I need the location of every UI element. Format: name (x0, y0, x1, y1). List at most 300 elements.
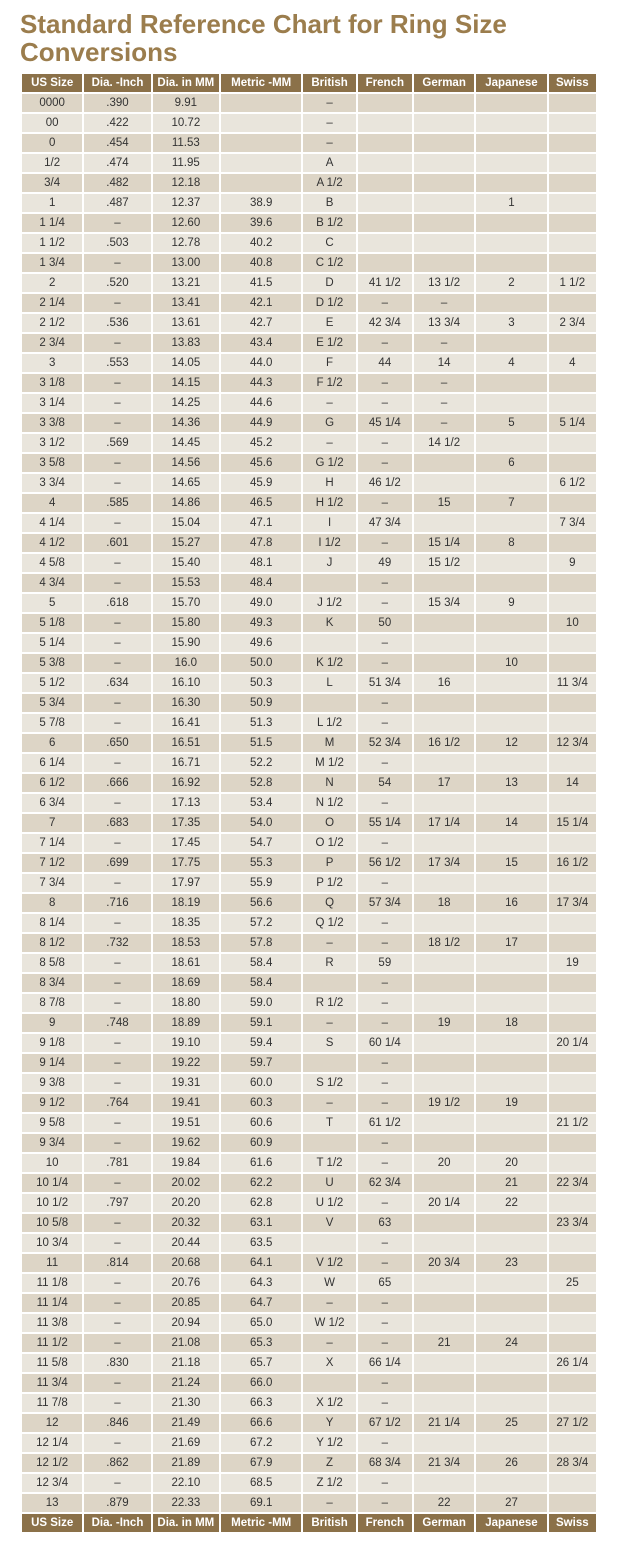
cell-french (358, 214, 412, 234)
cell-japanese: 1 (476, 194, 546, 214)
cell-metric-mm: 55.3 (221, 854, 301, 874)
table-row (22, 274, 596, 294)
cell-japanese: 10 (476, 654, 546, 674)
cell-french: 61 1/2 (358, 1114, 412, 1134)
cell-dia-inch: .503 (84, 234, 150, 254)
cell-japanese: 13 (476, 774, 546, 794)
cell-french: 47 3/4 (358, 514, 412, 534)
cell-german: 13 1/2 (414, 274, 474, 294)
cell-swiss (549, 134, 596, 154)
cell-dia-mm: 20.44 (153, 1234, 219, 1254)
cell-japanese (476, 214, 546, 234)
cell-metric-mm: 44.6 (221, 394, 301, 414)
cell-british: J 1/2 (303, 594, 355, 614)
cell-metric-mm: 50.0 (221, 654, 301, 674)
cell-french: 66 1/4 (358, 1354, 412, 1374)
cell-british: E 1/2 (303, 334, 355, 354)
cell-dia-inch: – (84, 554, 150, 574)
cell-dia-mm: 20.76 (153, 1274, 219, 1294)
cell-dia-mm: 14.65 (153, 474, 219, 494)
cell-dia-mm: 11.53 (153, 134, 219, 154)
cell-french: – (358, 794, 412, 814)
cell-japanese (476, 554, 546, 574)
table-row (22, 114, 596, 134)
cell-metric-mm: 69.1 (221, 1494, 301, 1514)
cell-swiss: 6 1/2 (549, 474, 596, 494)
cell-british: I (303, 514, 355, 534)
cell-french: – (358, 634, 412, 654)
cell-german (414, 1134, 474, 1154)
cell-us-size: 6 3/4 (22, 794, 82, 814)
cell-british: T (303, 1114, 355, 1134)
column-footer-metric-mm: Metric -MM (221, 1514, 301, 1534)
cell-german: 18 1/2 (414, 934, 474, 954)
cell-dia-inch: – (84, 634, 150, 654)
table-row (22, 934, 596, 954)
cell-metric-mm: 54.7 (221, 834, 301, 854)
cell-german (414, 1294, 474, 1314)
cell-dia-mm: 15.70 (153, 594, 219, 614)
table-row (22, 354, 596, 374)
column-header-dia-mm: Dia. in MM (153, 74, 219, 94)
cell-dia-mm: 18.61 (153, 954, 219, 974)
cell-metric-mm: 44.9 (221, 414, 301, 434)
cell-german: 17 (414, 774, 474, 794)
cell-us-size: 6 (22, 734, 82, 754)
cell-british: – (303, 1014, 355, 1034)
cell-japanese (476, 1114, 546, 1134)
cell-french: 60 1/4 (358, 1034, 412, 1054)
cell-metric-mm: 40.2 (221, 234, 301, 254)
table-row (22, 134, 596, 154)
table-row (22, 1194, 596, 1214)
cell-dia-inch: – (84, 1214, 150, 1234)
cell-japanese (476, 1134, 546, 1154)
cell-metric-mm: 60.3 (221, 1094, 301, 1114)
cell-metric-mm (221, 174, 301, 194)
cell-dia-mm: 16.71 (153, 754, 219, 774)
cell-japanese: 25 (476, 1414, 546, 1434)
table-row (22, 754, 596, 774)
cell-british: R 1/2 (303, 994, 355, 1014)
cell-metric-mm: 45.6 (221, 454, 301, 474)
cell-dia-mm: 21.49 (153, 1414, 219, 1434)
cell-dia-mm: 12.18 (153, 174, 219, 194)
cell-japanese (476, 754, 546, 774)
cell-german: 16 1/2 (414, 734, 474, 754)
cell-british: T 1/2 (303, 1154, 355, 1174)
cell-metric-mm: 64.7 (221, 1294, 301, 1314)
cell-swiss (549, 94, 596, 114)
cell-swiss (549, 934, 596, 954)
cell-french: – (358, 434, 412, 454)
cell-german (414, 1034, 474, 1054)
cell-dia-mm: 15.27 (153, 534, 219, 554)
cell-us-size: 2 (22, 274, 82, 294)
cell-metric-mm: 42.7 (221, 314, 301, 334)
cell-british: Y (303, 1414, 355, 1434)
cell-swiss (549, 494, 596, 514)
table-row (22, 194, 596, 214)
cell-dia-mm: 16.10 (153, 674, 219, 694)
cell-french: – (358, 374, 412, 394)
cell-british: – (303, 134, 355, 154)
cell-swiss (549, 874, 596, 894)
cell-metric-mm: 50.9 (221, 694, 301, 714)
cell-german (414, 1234, 474, 1254)
cell-french: 50 (358, 614, 412, 634)
table-row (22, 594, 596, 614)
table-row (22, 1274, 596, 1294)
table-row (22, 334, 596, 354)
cell-dia-mm: 16.92 (153, 774, 219, 794)
cell-japanese (476, 1034, 546, 1054)
table-row (22, 814, 596, 834)
table-row (22, 1114, 596, 1134)
column-footer-japanese: Japanese (476, 1514, 546, 1534)
cell-dia-inch: – (84, 454, 150, 474)
cell-german: 13 3/4 (414, 314, 474, 334)
cell-swiss: 12 3/4 (549, 734, 596, 754)
cell-german (414, 1374, 474, 1394)
cell-dia-inch: .536 (84, 314, 150, 334)
cell-dia-mm: 12.60 (153, 214, 219, 234)
table-row (22, 694, 596, 714)
table-row (22, 174, 596, 194)
cell-german (414, 614, 474, 634)
cell-german (414, 1474, 474, 1494)
column-footer-us-size: US Size (22, 1514, 82, 1534)
cell-us-size: 4 (22, 494, 82, 514)
cell-german (414, 1394, 474, 1414)
cell-japanese (476, 154, 546, 174)
cell-british: – (303, 394, 355, 414)
cell-french: – (358, 394, 412, 414)
cell-swiss (549, 1294, 596, 1314)
cell-japanese: 24 (476, 1334, 546, 1354)
cell-japanese (476, 1474, 546, 1494)
cell-british: S 1/2 (303, 1074, 355, 1094)
cell-dia-mm: 16.30 (153, 694, 219, 714)
cell-japanese (476, 874, 546, 894)
table-row (22, 634, 596, 654)
cell-metric-mm: 66.3 (221, 1394, 301, 1414)
table-row (22, 534, 596, 554)
cell-japanese (476, 1274, 546, 1294)
cell-swiss: 28 3/4 (549, 1454, 596, 1474)
cell-metric-mm: 47.8 (221, 534, 301, 554)
cell-german: 20 (414, 1154, 474, 1174)
cell-french (358, 134, 412, 154)
table-row (22, 774, 596, 794)
cell-dia-mm: 20.85 (153, 1294, 219, 1314)
table-row (22, 1294, 596, 1314)
cell-metric-mm: 40.8 (221, 254, 301, 274)
cell-japanese: 6 (476, 454, 546, 474)
table-row (22, 94, 596, 114)
cell-us-size: 10 (22, 1154, 82, 1174)
column-header-japanese: Japanese (476, 74, 546, 94)
cell-us-size: 1 3/4 (22, 254, 82, 274)
cell-metric-mm: 46.5 (221, 494, 301, 514)
cell-dia-inch: – (84, 214, 150, 234)
cell-metric-mm: 51.3 (221, 714, 301, 734)
cell-japanese (476, 1394, 546, 1414)
table-row (22, 1354, 596, 1374)
cell-swiss (549, 194, 596, 214)
cell-dia-mm: 16.0 (153, 654, 219, 674)
cell-metric-mm (221, 94, 301, 114)
cell-japanese (476, 1214, 546, 1234)
cell-dia-inch: .732 (84, 934, 150, 954)
table-row (22, 1014, 596, 1034)
column-footer-dia-mm: Dia. in MM (153, 1514, 219, 1534)
cell-us-size: 11 7/8 (22, 1394, 82, 1414)
table-row (22, 1154, 596, 1174)
cell-japanese (476, 94, 546, 114)
cell-swiss: 7 3/4 (549, 514, 596, 534)
cell-dia-mm: 10.72 (153, 114, 219, 134)
table-row (22, 1234, 596, 1254)
cell-dia-inch: – (84, 1114, 150, 1134)
cell-swiss: 26 1/4 (549, 1354, 596, 1374)
cell-swiss (549, 1194, 596, 1214)
cell-dia-inch: .422 (84, 114, 150, 134)
cell-german (414, 174, 474, 194)
cell-metric-mm: 49.3 (221, 614, 301, 634)
cell-us-size: 8 1/4 (22, 914, 82, 934)
cell-metric-mm: 58.4 (221, 974, 301, 994)
cell-us-size: 7 (22, 814, 82, 834)
cell-dia-inch: .569 (84, 434, 150, 454)
cell-swiss (549, 1254, 596, 1274)
cell-dia-inch: .716 (84, 894, 150, 914)
cell-german: 15 1/2 (414, 554, 474, 574)
cell-dia-mm: 19.10 (153, 1034, 219, 1054)
cell-dia-mm: 13.00 (153, 254, 219, 274)
cell-metric-mm: 47.1 (221, 514, 301, 534)
cell-japanese: 26 (476, 1454, 546, 1474)
cell-french: – (358, 1294, 412, 1314)
cell-us-size: 6 1/4 (22, 754, 82, 774)
cell-swiss (549, 174, 596, 194)
cell-dia-mm: 20.68 (153, 1254, 219, 1274)
cell-dia-inch: – (84, 574, 150, 594)
cell-us-size: 3 3/8 (22, 414, 82, 434)
cell-french: – (358, 454, 412, 474)
cell-swiss: 2 3/4 (549, 314, 596, 334)
cell-japanese: 16 (476, 894, 546, 914)
cell-french: – (358, 1054, 412, 1074)
cell-british: B 1/2 (303, 214, 355, 234)
cell-french: – (358, 1374, 412, 1394)
table-row (22, 1434, 596, 1454)
table-row (22, 1474, 596, 1494)
cell-german: 14 (414, 354, 474, 374)
cell-us-size: 4 3/4 (22, 574, 82, 594)
cell-japanese (476, 914, 546, 934)
cell-us-size: 5 1/8 (22, 614, 82, 634)
cell-japanese: 21 (476, 1174, 546, 1194)
cell-dia-inch: .634 (84, 674, 150, 694)
cell-us-size: 8 1/2 (22, 934, 82, 954)
cell-french (358, 174, 412, 194)
cell-japanese (476, 1314, 546, 1334)
cell-metric-mm: 57.2 (221, 914, 301, 934)
cell-us-size: 5 7/8 (22, 714, 82, 734)
cell-metric-mm (221, 114, 301, 134)
cell-french (358, 234, 412, 254)
cell-french: – (358, 654, 412, 674)
cell-dia-inch: – (84, 1314, 150, 1334)
cell-japanese (476, 674, 546, 694)
cell-dia-inch: .390 (84, 94, 150, 114)
cell-dia-inch: .814 (84, 1254, 150, 1274)
cell-us-size: 3 1/2 (22, 434, 82, 454)
cell-swiss (549, 254, 596, 274)
cell-dia-mm: 20.94 (153, 1314, 219, 1334)
cell-japanese (476, 434, 546, 454)
table-row (22, 214, 596, 234)
cell-swiss (549, 1014, 596, 1034)
cell-us-size: 2 1/2 (22, 314, 82, 334)
cell-us-size: 3 5/8 (22, 454, 82, 474)
cell-dia-mm: 21.24 (153, 1374, 219, 1394)
cell-french: – (358, 714, 412, 734)
cell-dia-inch: .846 (84, 1414, 150, 1434)
cell-german: 17 3/4 (414, 854, 474, 874)
cell-us-size: 11 1/4 (22, 1294, 82, 1314)
cell-dia-mm: 19.51 (153, 1114, 219, 1134)
cell-british: R (303, 954, 355, 974)
cell-british: I 1/2 (303, 534, 355, 554)
cell-us-size: 10 1/4 (22, 1174, 82, 1194)
cell-dia-inch: – (84, 514, 150, 534)
cell-japanese: 8 (476, 534, 546, 554)
cell-dia-inch: .879 (84, 1494, 150, 1514)
cell-british: F (303, 354, 355, 374)
cell-dia-mm: 13.83 (153, 334, 219, 354)
cell-metric-mm: 55.9 (221, 874, 301, 894)
cell-swiss (549, 834, 596, 854)
cell-dia-inch: – (84, 1074, 150, 1094)
cell-swiss (549, 1094, 596, 1114)
table-row (22, 554, 596, 574)
cell-us-size: 10 5/8 (22, 1214, 82, 1234)
cell-japanese (476, 714, 546, 734)
cell-british: K (303, 614, 355, 634)
cell-french: – (358, 1254, 412, 1274)
cell-french: 51 3/4 (358, 674, 412, 694)
cell-german: 15 3/4 (414, 594, 474, 614)
cell-british: L 1/2 (303, 714, 355, 734)
cell-japanese: 20 (476, 1154, 546, 1174)
cell-japanese: 14 (476, 814, 546, 834)
cell-german (414, 474, 474, 494)
cell-british: V (303, 1214, 355, 1234)
cell-japanese (476, 114, 546, 134)
cell-dia-mm: 21.89 (153, 1454, 219, 1474)
cell-dia-inch: .474 (84, 154, 150, 174)
cell-british: D 1/2 (303, 294, 355, 314)
cell-french: 42 3/4 (358, 314, 412, 334)
cell-british: – (303, 1294, 355, 1314)
cell-swiss (549, 1074, 596, 1094)
cell-dia-inch: – (84, 1174, 150, 1194)
cell-british: – (303, 934, 355, 954)
cell-metric-mm: 51.5 (221, 734, 301, 754)
cell-german: 22 (414, 1494, 474, 1514)
cell-german (414, 1354, 474, 1374)
cell-german (414, 1314, 474, 1334)
cell-swiss: 4 (549, 354, 596, 374)
cell-us-size: 8 3/4 (22, 974, 82, 994)
cell-german (414, 714, 474, 734)
cell-french: 62 3/4 (358, 1174, 412, 1194)
cell-dia-inch: – (84, 254, 150, 274)
cell-swiss: 9 (549, 554, 596, 574)
cell-french: 41 1/2 (358, 274, 412, 294)
cell-french: – (358, 294, 412, 314)
cell-japanese (476, 1294, 546, 1314)
cell-swiss (549, 634, 596, 654)
cell-french: – (358, 334, 412, 354)
cell-swiss (549, 214, 596, 234)
cell-dia-inch: .683 (84, 814, 150, 834)
cell-french: – (358, 1134, 412, 1154)
cell-dia-inch: .618 (84, 594, 150, 614)
cell-us-size: 2 3/4 (22, 334, 82, 354)
cell-british: – (303, 114, 355, 134)
cell-dia-mm: 12.78 (153, 234, 219, 254)
cell-french: – (358, 994, 412, 1014)
cell-british: – (303, 94, 355, 114)
cell-french: – (358, 1234, 412, 1254)
cell-dia-mm: 20.32 (153, 1214, 219, 1234)
table-row (22, 1214, 596, 1234)
cell-swiss: 19 (549, 954, 596, 974)
cell-metric-mm: 59.7 (221, 1054, 301, 1074)
cell-british (303, 1374, 355, 1394)
cell-dia-mm: 11.95 (153, 154, 219, 174)
cell-french (358, 154, 412, 174)
cell-japanese: 18 (476, 1014, 546, 1034)
cell-metric-mm: 62.8 (221, 1194, 301, 1214)
cell-swiss: 11 3/4 (549, 674, 596, 694)
cell-metric-mm (221, 134, 301, 154)
cell-french: – (358, 1094, 412, 1114)
cell-dia-mm: 22.10 (153, 1474, 219, 1494)
cell-dia-inch: .487 (84, 194, 150, 214)
cell-british: Z (303, 1454, 355, 1474)
cell-dia-mm: 13.61 (153, 314, 219, 334)
cell-metric-mm: 66.0 (221, 1374, 301, 1394)
cell-british: M (303, 734, 355, 754)
table-row (22, 734, 596, 754)
cell-german (414, 514, 474, 534)
cell-japanese (476, 374, 546, 394)
cell-us-size: 00 (22, 114, 82, 134)
cell-french: – (358, 754, 412, 774)
cell-british: Z 1/2 (303, 1474, 355, 1494)
cell-french: 56 1/2 (358, 854, 412, 874)
cell-metric-mm: 44.3 (221, 374, 301, 394)
cell-dia-mm: 13.41 (153, 294, 219, 314)
cell-dia-mm: 14.86 (153, 494, 219, 514)
cell-dia-mm: 16.41 (153, 714, 219, 734)
cell-us-size: 1 1/2 (22, 234, 82, 254)
table-row (22, 514, 596, 534)
